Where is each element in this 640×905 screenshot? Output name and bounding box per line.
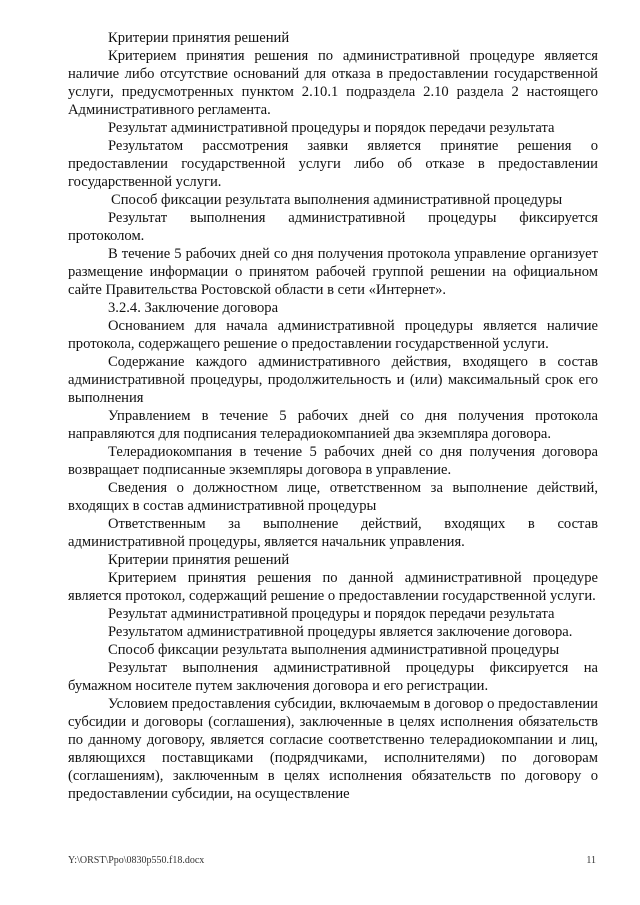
- paragraph: Способ фиксации результата выполнения административной процедуры: [111, 192, 563, 208]
- paragraph: Условием предоставления субсидии, включаемым в договор о предоставлении субсидии и договоры (соглашения), заключенные в целях исполнения обязательств по данному договору, является согласие соответственно телерадиокомпании и лиц, являющихся поставщиками (подрядчиками, исполнителями) по договорам (соглашениям), заключенным в целях исполнения обязательств по договору о предоставлении субсидии, на осуществление: [68, 696, 598, 802]
- paragraph: Результат административной процедуры и порядок передачи результата: [108, 120, 555, 136]
- paragraph: Критерии принятия решений: [108, 30, 290, 46]
- paragraph: Содержание каждого административного действия, входящего в состав административной процедуры, продолжительность и (или) максимальный срок его выполнения: [68, 354, 598, 406]
- paragraph: Результат выполнения административной процедуры фиксируется на бумажном носителе путем заключения договора и его регистрации.: [68, 660, 598, 694]
- paragraph: Телерадиокомпания в течение 5 рабочих дней со дня получения договора возвращает подписанные экземпляры договора в управление.: [68, 444, 598, 478]
- paragraph: Критерием принятия решения по данной административной процедуре является протокол, содержащий решение о предоставлении государственной услуги.: [68, 570, 598, 604]
- paragraph: Способ фиксации результата выполнения административной процедуры: [108, 642, 560, 658]
- paragraph: Сведения о должностном лице, ответственном за выполнение действий, входящих в состав административной процедуры: [68, 480, 598, 514]
- document-page: [68, 29, 598, 803]
- paragraph: Основанием для начала административной процедуры является наличие протокола, содержащего решение о предоставлении государственной услуги.: [68, 318, 598, 352]
- paragraph: Результатом административной процедуры является заключение договора.: [108, 624, 573, 640]
- paragraph: В течение 5 рабочих дней со дня получения протокола управление организует размещение информации о принятом рабочей группой решении на официальном сайте Правительства Ростовской области в сети «Интернет».: [68, 246, 598, 298]
- section-heading: 3.2.4. Заключение договора: [108, 300, 279, 316]
- paragraph: Ответственным за выполнение действий, входящих в состав административной процедуры, является начальник управления.: [68, 516, 598, 550]
- paragraph: Результат выполнения административной процедуры фиксируется протоколом.: [68, 210, 598, 244]
- paragraph: Результат административной процедуры и порядок передачи результата: [108, 606, 555, 622]
- paragraph: Управлением в течение 5 рабочих дней со дня получения протокола направляются для подписания телерадиокомпанией два экземпляра договора.: [68, 408, 598, 442]
- page-number: 11: [586, 855, 596, 866]
- paragraph: Результатом рассмотрения заявки является принятие решения о предоставлении государственной услуги либо об отказе в предоставлении государственной услуги.: [68, 138, 598, 190]
- file-path: Y:\ORST\Ppo\0830p550.f18.docx: [68, 855, 205, 866]
- paragraph: Критерием принятия решения по административной процедуре является наличие либо отсутствие оснований для отказа в предоставлении государственной услуги, предусмотренных пунктом 2.10.1 подраздела 2.10 раздела 2 настоящего Административного регламента.: [68, 48, 598, 118]
- paragraph: Критерии принятия решений: [108, 552, 290, 568]
